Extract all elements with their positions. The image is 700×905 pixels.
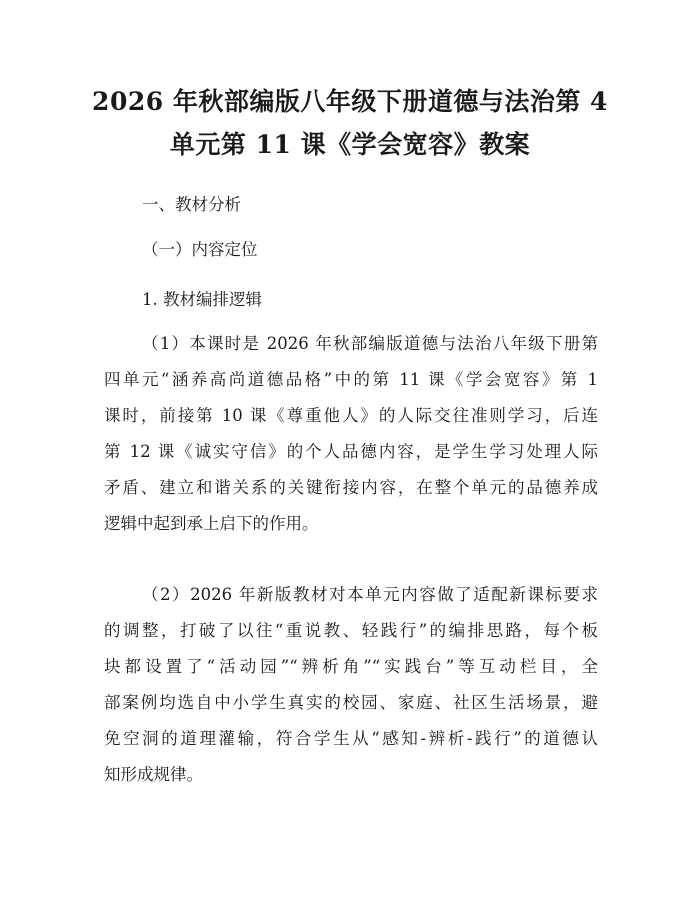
paragraph-1-line: 课时，前接第 10 课《尊重他人》的人际交往准则学习，后连 [104, 406, 598, 425]
document-title-line-2: 单元第 11 课《学会宽容》教案 [169, 130, 531, 159]
paragraph-2-line: 的调整，打破了以往“重说教、轻践行”的编排思路，每个板 [104, 621, 598, 640]
paragraph-2-line: 知形成规律。 [104, 765, 203, 784]
paragraph-2-line: （2）2026 年新版教材对本单元内容做了适配新课标要求 [142, 585, 598, 604]
paragraph-2-line: 免空洞的道理灌输，符合学生从“感知-辨析-践行”的道德认 [104, 729, 598, 748]
document-title-line-1: 2026 年秋部编版八年级下册道德与法治第 4 [92, 87, 608, 116]
paragraph-1-line: 第 12 课《诚实守信》的个人品德内容，是学生学习处理人际 [104, 442, 598, 461]
paragraph-2 [104, 577, 598, 793]
paragraph-2-line: 部案例均选自中小学生真实的校园、家庭、社区生活场景，避 [104, 693, 598, 712]
paragraph-1-line: 逻辑中起到承上启下的作用。 [104, 514, 319, 533]
paragraph-1-line: 四单元“涵养高尚道德品格”中的第 11 课《学会宽容》第 1 [104, 370, 598, 389]
section-heading-materials-analysis: 一、教材分析 [142, 195, 241, 214]
paragraph-2-line: 块都设置了“活动园”“辨析角”“实践台”等互动栏目，全 [104, 657, 598, 676]
item-heading-textbook-logic: 1. 教材编排逻辑 [142, 290, 262, 309]
subsection-heading-content-positioning: （一）内容定位 [142, 240, 258, 259]
paragraph-1-line: 矛盾、建立和谐关系的关键衔接内容，在整个单元的品德养成 [104, 478, 598, 497]
paragraph-1 [104, 326, 598, 542]
paragraph-1-line: （1）本课时是 2026 年秋部编版道德与法治八年级下册第 [142, 334, 598, 353]
